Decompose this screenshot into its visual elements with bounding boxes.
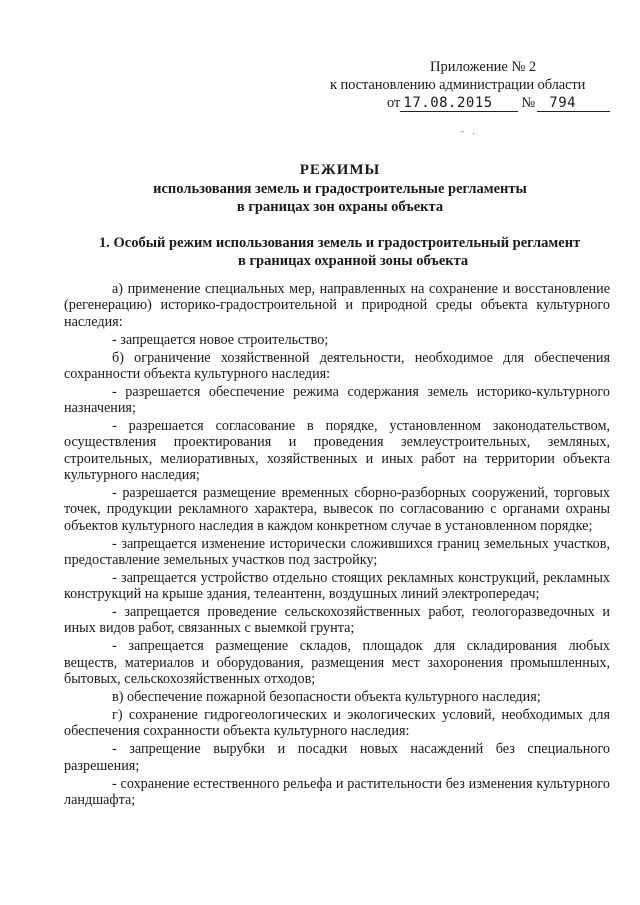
appendix-reference: к постановлению администрации области bbox=[330, 77, 586, 93]
decree-number: 794 bbox=[537, 96, 610, 112]
number-label: № bbox=[521, 95, 536, 111]
appendix-number: Приложение № 2 bbox=[430, 59, 537, 75]
paragraph: - запрещается размещение складов, площадок для складирования любых веществ, материалов и оборудования, размещения мест захоронения промышленных, бытовых, сельскохозяйственных отходов; bbox=[64, 638, 610, 688]
paragraph: - запрещается проведение сельскохозяйственных работ, геологоразведочных и иных видов работ, связанных с выемкой грунта; bbox=[64, 604, 610, 637]
document-subtitle-line-2: в границах зон охраны объекта bbox=[236, 199, 444, 215]
section-heading-line-1: 1. Особый режим использования земель и градостроительный регламент bbox=[99, 235, 581, 251]
scan-marks: - . bbox=[461, 126, 478, 136]
paragraph: в) обеспечение пожарной безопасности объекта культурного наследия; bbox=[112, 689, 541, 705]
section-heading-line-2: в границах охранной зоны объекта bbox=[238, 253, 469, 269]
document-title: РЕЖИМЫ bbox=[299, 162, 381, 178]
document-subtitle-line-1: использования земель и градостроительные регламенты bbox=[153, 181, 527, 197]
paragraph: - разрешается размещение временных сборно-разборных сооружений, торговых точек, продукции рекламного характера, вывесок по согласованию с органами охраны объектов культурного наследия в каждом конкретном случае в установленном порядке; bbox=[64, 485, 610, 534]
paragraph: - запрещается изменение исторически сложившихся границ земельных участков, предоставление земельных участков под застройку; bbox=[64, 535, 610, 568]
paragraph: - запрещение вырубки и посадки новых насаждений без специального разрешения; bbox=[64, 741, 610, 774]
paragraph: - разрешается обеспечение режима содержания земель историко-культурного назначения; bbox=[64, 383, 610, 417]
paragraph: - запрещается новое строительство; bbox=[112, 331, 329, 348]
paragraph: а) применение специальных мер, направленных на сохранение и восстановление (регенерацию) историко-градостроительной и природной среды объекта культурного наследия: bbox=[64, 281, 610, 330]
document-body bbox=[64, 281, 610, 810]
date-prefix: от bbox=[387, 95, 401, 111]
paragraph: - разрешается согласование в порядке, установленном законодательством, осуществления проектирования и проведения землеустроительных, земляных, строительных, мелиоративных, хозяйственных и иных работ на территории объекта культурного наследия; bbox=[64, 418, 610, 484]
paragraph: - запрещается устройство отдельно стоящих рекламных конструкций, рекламных конструкций на крыше здания, телеантенн, воздушных линий электропередач; bbox=[64, 569, 610, 603]
decree-date-row bbox=[330, 94, 610, 112]
decree-date: 17.08.2015 bbox=[400, 96, 518, 112]
paragraph: - сохранение естественного рельефа и растительности без изменения культурного ландшафта; bbox=[64, 775, 610, 808]
paragraph: б) ограничение хозяйственной деятельности, необходимое для обеспечения сохранности объекта культурного наследия: bbox=[64, 349, 610, 382]
paragraph: г) сохранение гидрогеологических и экологических условий, необходимых для обеспечения сохранности объекта культурного наследия: bbox=[64, 706, 610, 740]
appendix-header bbox=[330, 58, 610, 112]
